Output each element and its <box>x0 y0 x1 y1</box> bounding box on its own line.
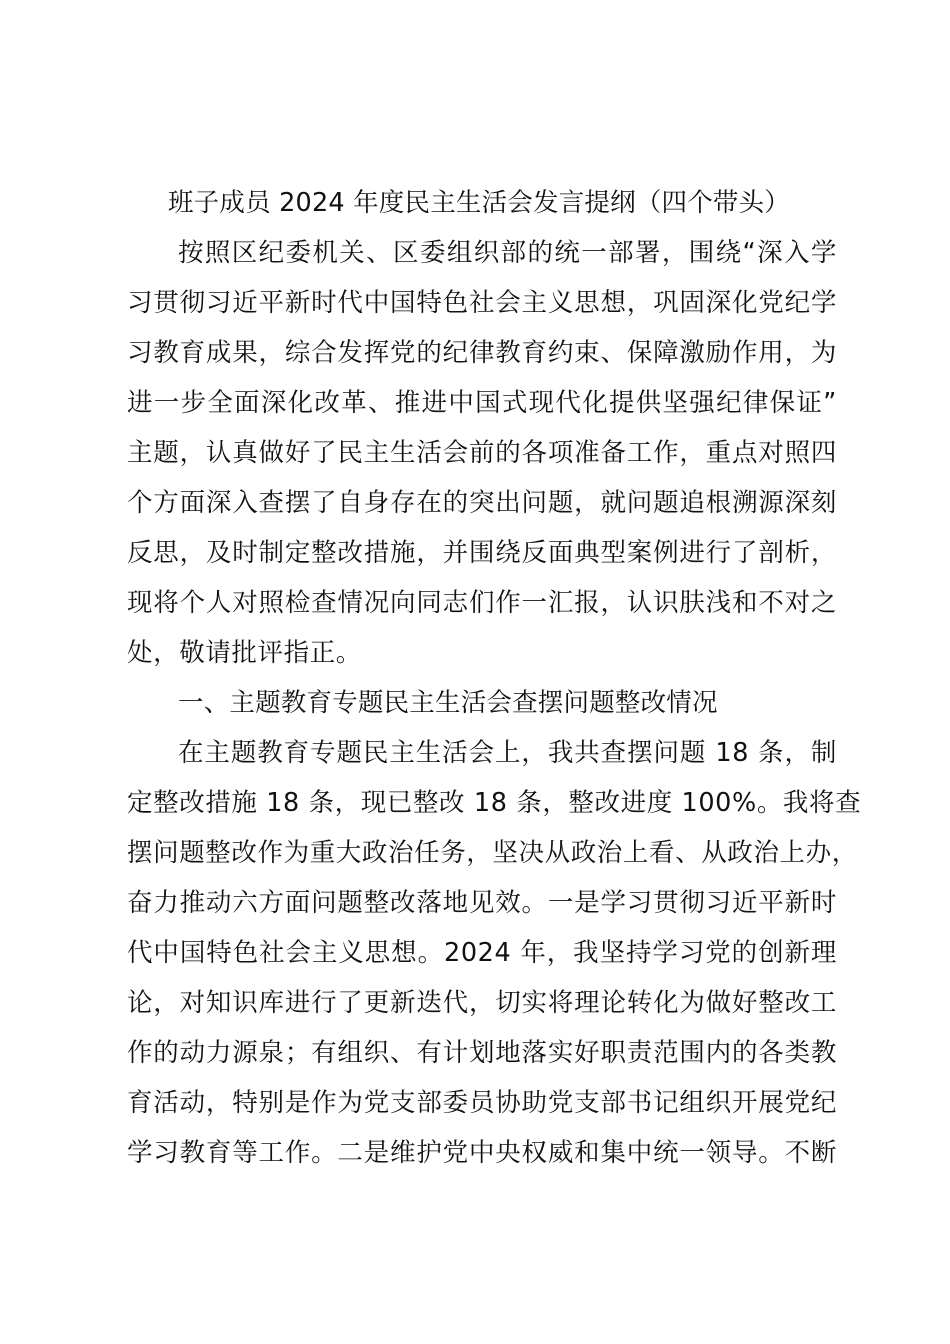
text-line: 摆问题整改作为重大政治任务，坚决从政治上看、从政治上办， <box>127 838 858 868</box>
text-line: 习教育成果，综合发挥党的纪律教育约束、保障激励作用，为 <box>127 338 837 368</box>
text-line: 学习教育等工作。二是维护党中央权威和集中统一领导。不断 <box>127 1138 837 1168</box>
text-line: 按照区纪委机关、区委组织部的统一部署，围绕“深入学 <box>178 238 837 268</box>
text-line: 代中国特色社会主义思想。2024 年，我坚持学习党的创新理 <box>127 938 837 968</box>
document-title: 班子成员 2024 年度民主生活会发言提纲（四个带头） <box>167 188 790 218</box>
text-line: 个方面深入查摆了自身存在的突出问题，就问题追根溯源深刻 <box>127 488 837 518</box>
section-paragraph <box>127 728 862 1178</box>
text-line: 奋力推动六方面问题整改落地见效。一是学习贯彻习近平新时 <box>127 888 837 918</box>
text-line: 在主题教育专题民主生活会上，我共查摆问题 18 条，制 <box>178 738 837 768</box>
section-heading: 一、主题教育专题民主生活会查摆问题整改情况 <box>178 688 718 718</box>
text-line: 育活动，特别是作为党支部委员协助党支部书记组织开展党纪 <box>127 1088 837 1118</box>
text-line: 进一步全面深化改革、推进中国式现代化提供坚强纪律保证” <box>127 388 837 418</box>
document-body <box>127 178 862 1178</box>
text-line: 主题，认真做好了民主生活会前的各项准备工作，重点对照四 <box>127 438 837 468</box>
text-line: 处，敬请批评指正。 <box>127 638 362 668</box>
text-line: 现将个人对照检查情况向同志们作一汇报，认识肤浅和不对之 <box>127 588 837 618</box>
text-line: 习贯彻习近平新时代中国特色社会主义思想，巩固深化党纪学 <box>127 288 837 318</box>
text-line: 论，对知识库进行了更新迭代，切实将理论转化为做好整改工 <box>127 988 837 1018</box>
text-line: 定整改措施 18 条，现已整改 18 条，整改进度 100%。我将查 <box>127 788 862 818</box>
text-line: 反思，及时制定整改措施，并围绕反面典型案例进行了剖析， <box>127 538 837 568</box>
intro-paragraph <box>127 228 837 678</box>
text-line: 作的动力源泉；有组织、有计划地落实好职责范围内的各类教 <box>127 1038 837 1068</box>
